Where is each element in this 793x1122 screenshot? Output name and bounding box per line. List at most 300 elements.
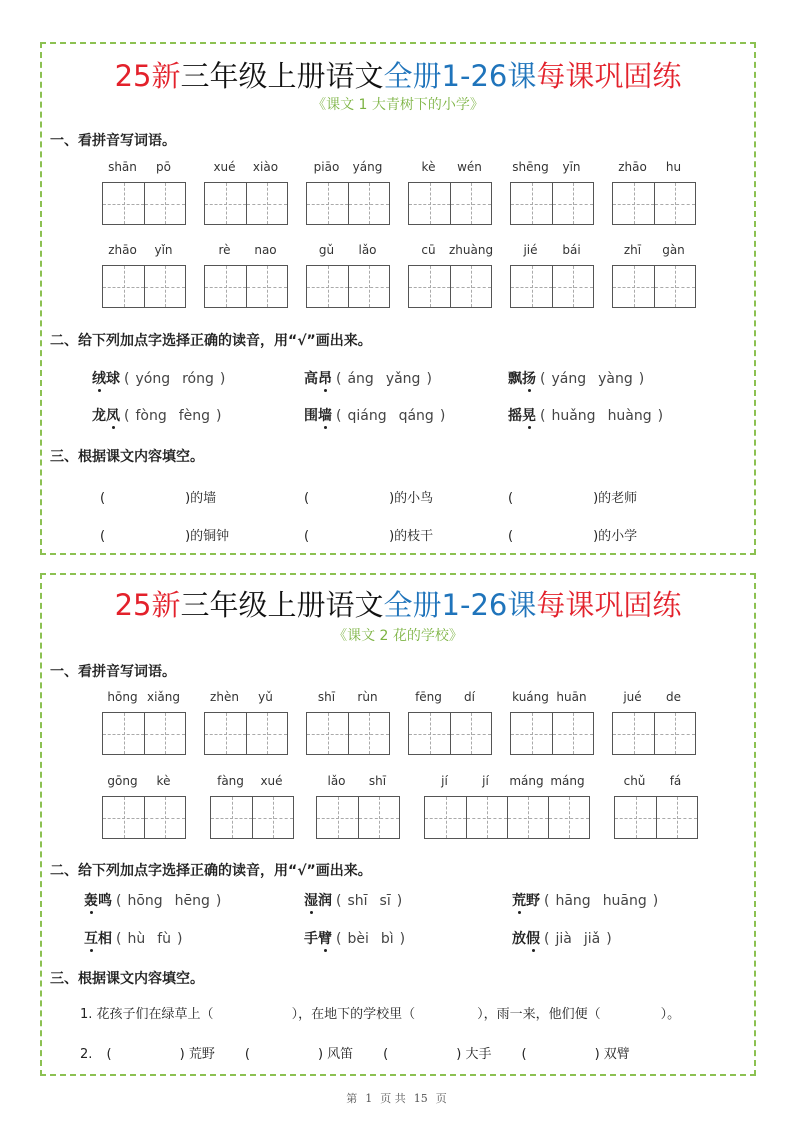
dotted-character: 互 bbox=[84, 928, 98, 948]
tianzige-cells bbox=[204, 265, 288, 308]
pinyin-syllable: yīn bbox=[562, 160, 581, 174]
pinyin-labels bbox=[408, 690, 490, 704]
pinyin-syllable: hōng bbox=[107, 690, 138, 704]
pinyin-labels bbox=[102, 243, 184, 257]
writing-cell[interactable] bbox=[507, 797, 548, 838]
writing-cell[interactable] bbox=[409, 713, 450, 754]
pronunciation-item bbox=[508, 368, 644, 388]
dotted-character: 轰 bbox=[84, 890, 98, 910]
pinyin-syllable: chǔ bbox=[623, 774, 646, 788]
character: 摇 bbox=[508, 408, 522, 424]
pinyin-labels bbox=[210, 774, 292, 788]
pinyin-option[interactable]: fù bbox=[157, 931, 172, 947]
paren: ) bbox=[179, 1047, 189, 1062]
fill-item bbox=[245, 1047, 353, 1062]
pinyin-options: ( shī sī ) bbox=[336, 893, 403, 909]
fill-suffix: 双臂 bbox=[603, 1047, 630, 1062]
pinyin-option[interactable]: hēng bbox=[174, 893, 210, 909]
pinyin-labels bbox=[102, 160, 184, 174]
pinyin-option[interactable]: hāng bbox=[555, 893, 591, 909]
pinyin-options: ( hù fù ) bbox=[116, 931, 183, 947]
tianzige-cells bbox=[510, 182, 594, 225]
pinyin-syllable: jí bbox=[482, 774, 489, 788]
fill-suffix: 的小学 bbox=[598, 529, 638, 544]
paren: ) bbox=[389, 529, 395, 544]
pinyin-syllable: kè bbox=[156, 774, 171, 788]
word bbox=[84, 893, 112, 909]
writing-cell[interactable] bbox=[511, 183, 552, 224]
pinyin-syllable: xiào bbox=[252, 160, 279, 174]
tianzige-cells bbox=[424, 796, 590, 839]
fill-item bbox=[100, 525, 229, 544]
question-number: 2. bbox=[80, 1047, 93, 1062]
writing-cell[interactable] bbox=[103, 797, 144, 838]
character: 球 bbox=[106, 371, 120, 387]
pinyin-labels bbox=[612, 243, 694, 257]
pinyin-syllable: dí bbox=[464, 690, 475, 704]
tianzige-cells bbox=[102, 182, 186, 225]
tianzige-cells bbox=[102, 712, 186, 755]
lesson-1-card bbox=[40, 42, 756, 555]
character: 飘 bbox=[508, 371, 522, 387]
paren: ) bbox=[389, 491, 395, 506]
pronunciation-item bbox=[508, 405, 663, 425]
writing-cell[interactable] bbox=[348, 713, 389, 754]
writing-cell[interactable] bbox=[103, 266, 144, 307]
writing-cell[interactable] bbox=[307, 183, 348, 224]
pinyin-syllable: xiǎng bbox=[146, 690, 180, 704]
writing-cell[interactable] bbox=[409, 183, 450, 224]
question-text: ）。 bbox=[660, 1007, 681, 1022]
tianzige-cells bbox=[614, 796, 698, 839]
writing-cell[interactable] bbox=[615, 797, 656, 838]
pinyin-labels bbox=[614, 774, 696, 788]
pinyin-syllable: pō bbox=[156, 160, 171, 174]
writing-cell[interactable] bbox=[205, 713, 246, 754]
pinyin-options: ( hōng hēng ) bbox=[116, 893, 222, 909]
pinyin-syllable: rè bbox=[218, 243, 231, 257]
pinyin-option[interactable]: fòng bbox=[135, 408, 167, 424]
tianzige-cells bbox=[408, 712, 492, 755]
writing-cell[interactable] bbox=[450, 183, 491, 224]
pinyin-syllable: wén bbox=[457, 160, 482, 174]
character: 野 bbox=[526, 893, 540, 909]
paren: ) bbox=[593, 491, 599, 506]
pinyin-labels bbox=[204, 690, 286, 704]
pronunciation-item bbox=[92, 405, 222, 425]
tianzige-cells bbox=[204, 712, 288, 755]
pinyin-options: ( bèi bì ) bbox=[336, 931, 406, 947]
fill-suffix: 的枝干 bbox=[394, 529, 434, 544]
writing-cell[interactable] bbox=[548, 797, 589, 838]
pinyin-options: ( jià jiǎ ) bbox=[544, 931, 612, 947]
fill-suffix: 的墙 bbox=[190, 491, 217, 506]
pinyin-syllable: gōng bbox=[107, 774, 138, 788]
title-part: 每课巩固练 bbox=[536, 588, 682, 622]
dotted-character: 假 bbox=[526, 928, 540, 948]
pinyin-syllable: shēng bbox=[512, 160, 549, 174]
character: 鸣 bbox=[98, 893, 112, 909]
pinyin-labels bbox=[204, 160, 286, 174]
dotted-character: 昂 bbox=[318, 368, 332, 388]
pinyin-option[interactable]: hù bbox=[127, 931, 146, 947]
pinyin-option[interactable]: sī bbox=[379, 893, 391, 909]
paren: ) bbox=[317, 1047, 328, 1062]
fill-suffix: 的老师 bbox=[598, 491, 638, 506]
fill-item bbox=[304, 487, 433, 506]
dotted-character: 湿 bbox=[304, 890, 318, 910]
title-part: 全册1-26课 bbox=[383, 59, 537, 93]
pinyin-syllable: zhèn bbox=[210, 690, 239, 704]
tianzige-cells bbox=[612, 712, 696, 755]
pinyin-options: ( yóng róng ) bbox=[124, 371, 226, 387]
character: 放 bbox=[512, 931, 526, 947]
pronunciation-item bbox=[84, 928, 183, 948]
fill-item bbox=[508, 525, 637, 544]
pinyin-options: ( yáng yàng ) bbox=[540, 371, 645, 387]
writing-cell[interactable] bbox=[552, 266, 593, 307]
writing-cell[interactable] bbox=[307, 713, 348, 754]
tianzige-cells bbox=[510, 265, 594, 308]
section-heading-pinyin: 一、看拼音写词语。 bbox=[50, 133, 176, 149]
word bbox=[508, 371, 536, 387]
worksheet-title bbox=[42, 54, 754, 95]
pinyin-option[interactable]: huàng bbox=[607, 408, 652, 424]
pinyin-syllable: fá bbox=[669, 774, 682, 788]
fill-suffix: 大手 bbox=[465, 1047, 492, 1062]
section-heading-pinyin: 一、看拼音写词语。 bbox=[50, 664, 176, 680]
section-heading-pronunciation: 二、给下列加点字选择正确的读音，用“√”画出来。 bbox=[50, 333, 372, 349]
pinyin-syllable: fēng bbox=[415, 690, 442, 704]
writing-cell[interactable] bbox=[511, 266, 552, 307]
pinyin-syllable: kuáng bbox=[512, 690, 549, 704]
worksheet-title bbox=[42, 583, 754, 624]
pinyin-options: ( áng yǎng ) bbox=[336, 371, 432, 387]
writing-cell[interactable] bbox=[613, 266, 654, 307]
writing-cell[interactable] bbox=[654, 183, 695, 224]
pronunciation-item bbox=[512, 928, 612, 948]
fill-item bbox=[100, 487, 216, 506]
title-part: 25新 bbox=[114, 588, 181, 622]
word bbox=[512, 931, 540, 947]
pinyin-syllable: nao bbox=[254, 243, 277, 257]
writing-cell[interactable] bbox=[317, 797, 358, 838]
pronunciation-item bbox=[304, 890, 402, 910]
pronunciation-item bbox=[84, 890, 221, 910]
writing-cell[interactable] bbox=[466, 797, 507, 838]
section-heading-fill: 三、根据课文内容填空。 bbox=[50, 449, 204, 465]
fill-question-2 bbox=[80, 1043, 630, 1062]
writing-cell[interactable] bbox=[409, 266, 450, 307]
pinyin-syllable: lǎo bbox=[327, 774, 346, 788]
pinyin-syllable: yǐn bbox=[154, 243, 173, 257]
pinyin-labels bbox=[510, 243, 592, 257]
paren: ( bbox=[100, 529, 106, 544]
pinyin-labels bbox=[612, 690, 694, 704]
writing-cell[interactable] bbox=[348, 183, 389, 224]
fill-item bbox=[304, 525, 433, 544]
tianzige-cells bbox=[102, 796, 186, 839]
word bbox=[304, 408, 332, 424]
fill-suffix: 风笛 bbox=[327, 1047, 354, 1062]
pinyin-option[interactable]: bèi bbox=[347, 931, 369, 947]
paren: ( bbox=[106, 1047, 112, 1062]
writing-cell[interactable] bbox=[205, 266, 246, 307]
writing-cell[interactable] bbox=[144, 713, 185, 754]
pinyin-labels bbox=[306, 160, 388, 174]
tianzige-cells bbox=[306, 182, 390, 225]
pinyin-option[interactable]: huāng bbox=[602, 893, 647, 909]
dotted-character: 扬 bbox=[522, 368, 536, 388]
pinyin-option[interactable]: róng bbox=[182, 371, 214, 387]
tianzige-cells bbox=[408, 265, 492, 308]
pronunciation-item bbox=[92, 368, 225, 388]
fill-item bbox=[521, 1047, 629, 1062]
tianzige-cells bbox=[210, 796, 294, 839]
pronunciation-item bbox=[304, 405, 445, 425]
question-text: ），在地下的学校里（ bbox=[291, 1007, 416, 1022]
writing-cell[interactable] bbox=[103, 183, 144, 224]
title-part: 全册1-26课 bbox=[383, 588, 537, 622]
writing-cell[interactable] bbox=[246, 183, 287, 224]
character: 手 bbox=[304, 931, 318, 947]
pinyin-syllable: huān bbox=[556, 690, 587, 704]
writing-cell[interactable] bbox=[450, 713, 491, 754]
fill-suffix: 的铜钟 bbox=[190, 529, 230, 544]
title-part: 三年级上册语文 bbox=[180, 59, 384, 93]
pronunciation-item bbox=[304, 928, 405, 948]
writing-cell[interactable] bbox=[552, 713, 593, 754]
pinyin-option[interactable]: yǎng bbox=[385, 371, 421, 387]
character: 围 bbox=[304, 408, 318, 424]
total-pages: 15 bbox=[413, 1092, 428, 1105]
pinyin-option[interactable]: fèng bbox=[178, 408, 211, 424]
pinyin-options: ( fòng fèng ) bbox=[124, 408, 222, 424]
footer-text: 第 bbox=[346, 1092, 358, 1105]
pinyin-syllable: zhuàng bbox=[449, 243, 494, 257]
dotted-character: 墙 bbox=[318, 405, 332, 425]
section-heading-pronunciation: 二、给下列加点字选择正确的读音，用“√”画出来。 bbox=[50, 863, 372, 879]
pinyin-option[interactable]: yáng bbox=[551, 371, 587, 387]
question-text: 花孩子们在绿草上（ bbox=[96, 1007, 214, 1022]
pinyin-labels bbox=[316, 774, 398, 788]
writing-cell[interactable] bbox=[450, 266, 491, 307]
paren: ) bbox=[593, 529, 599, 544]
pinyin-option[interactable]: hōng bbox=[127, 893, 163, 909]
fill-question-1 bbox=[80, 1003, 680, 1022]
writing-cell[interactable] bbox=[613, 713, 654, 754]
paren: ) bbox=[456, 1047, 466, 1062]
title-part: 每课巩固练 bbox=[536, 59, 682, 93]
tianzige-cells bbox=[316, 796, 400, 839]
paren: ( bbox=[304, 491, 310, 506]
pinyin-options: ( huǎng huàng ) bbox=[540, 408, 664, 424]
pinyin-syllable: hu bbox=[665, 160, 682, 174]
dotted-character: 晃 bbox=[522, 405, 536, 425]
writing-cell[interactable] bbox=[103, 713, 144, 754]
paren: ) bbox=[594, 1047, 604, 1062]
pinyin-option[interactable]: jià bbox=[555, 931, 572, 947]
pinyin-syllable: shī bbox=[368, 774, 387, 788]
pinyin-option[interactable]: qiáng bbox=[347, 408, 387, 424]
page-footer bbox=[0, 1090, 793, 1106]
character: 相 bbox=[98, 931, 112, 947]
pinyin-syllable: zhāo bbox=[108, 243, 137, 257]
pinyin-option[interactable]: shī bbox=[347, 893, 368, 909]
writing-cell[interactable] bbox=[144, 797, 185, 838]
pinyin-syllable: xué bbox=[213, 160, 236, 174]
tianzige-cells bbox=[510, 712, 594, 755]
paren: ( bbox=[304, 529, 310, 544]
pinyin-syllable: shān bbox=[108, 160, 137, 174]
fill-suffix: 荒野 bbox=[188, 1047, 215, 1062]
section-heading-fill: 三、根据课文内容填空。 bbox=[50, 971, 204, 987]
word bbox=[304, 931, 332, 947]
dotted-character: 臂 bbox=[318, 928, 332, 948]
paren: ( bbox=[383, 1047, 389, 1062]
pinyin-syllable: máng bbox=[550, 774, 585, 788]
tianzige-cells bbox=[612, 182, 696, 225]
dotted-character: 凤 bbox=[106, 405, 120, 425]
pinyin-syllable: fàng bbox=[217, 774, 244, 788]
fill-item bbox=[383, 1047, 491, 1062]
pinyin-labels bbox=[204, 243, 286, 257]
pinyin-syllable: zhāo bbox=[618, 160, 647, 174]
pinyin-syllable: lǎo bbox=[358, 243, 377, 257]
tianzige-cells bbox=[612, 265, 696, 308]
paren: ( bbox=[508, 529, 514, 544]
pinyin-syllable: rùn bbox=[357, 690, 378, 704]
fill-item bbox=[107, 1047, 215, 1062]
word bbox=[92, 371, 120, 387]
writing-cell[interactable] bbox=[511, 713, 552, 754]
title-part: 25新 bbox=[114, 59, 181, 93]
pinyin-syllable: de bbox=[666, 690, 681, 704]
writing-cell[interactable] bbox=[246, 713, 287, 754]
paren: ( bbox=[521, 1047, 527, 1062]
pinyin-labels bbox=[306, 243, 388, 257]
pinyin-labels bbox=[102, 690, 184, 704]
pinyin-syllable: máng bbox=[509, 774, 544, 788]
pinyin-options: ( qiáng qáng ) bbox=[336, 408, 446, 424]
pinyin-option[interactable]: qáng bbox=[398, 408, 434, 424]
pinyin-syllable: piāo bbox=[313, 160, 340, 174]
pinyin-labels bbox=[408, 160, 490, 174]
question-text: ），雨一来，他们便（ bbox=[477, 1007, 601, 1022]
pinyin-labels bbox=[424, 774, 588, 788]
fill-suffix: 的小鸟 bbox=[394, 491, 434, 506]
pinyin-options: ( hāng huāng ) bbox=[544, 893, 659, 909]
current-page: 1 bbox=[365, 1092, 373, 1105]
tianzige-cells bbox=[306, 712, 390, 755]
pinyin-syllable: bái bbox=[562, 243, 581, 257]
pinyin-syllable: yǔ bbox=[258, 690, 273, 704]
paren: ( bbox=[508, 491, 514, 506]
dotted-character: 绒 bbox=[92, 368, 106, 388]
lesson-subtitle: 《课文 1 大青树下的小学》 bbox=[312, 97, 484, 113]
writing-cell[interactable] bbox=[613, 183, 654, 224]
pinyin-syllable: shī bbox=[317, 690, 336, 704]
pinyin-labels bbox=[306, 690, 388, 704]
writing-cell[interactable] bbox=[205, 183, 246, 224]
pronunciation-item bbox=[512, 890, 658, 910]
writing-cell[interactable] bbox=[348, 266, 389, 307]
question-number: 1. bbox=[80, 1007, 93, 1022]
pinyin-labels bbox=[510, 690, 592, 704]
pinyin-option[interactable]: huǎng bbox=[551, 408, 596, 424]
pinyin-syllable: gǔ bbox=[318, 243, 335, 257]
writing-cell[interactable] bbox=[425, 797, 466, 838]
tianzige-cells bbox=[102, 265, 186, 308]
footer-text: 页 bbox=[435, 1092, 447, 1105]
writing-cell[interactable] bbox=[654, 713, 695, 754]
lesson-subtitle: 《课文 2 花的学校》 bbox=[333, 628, 463, 644]
writing-cell[interactable] bbox=[211, 797, 252, 838]
tianzige-cells bbox=[204, 182, 288, 225]
tianzige-cells bbox=[408, 182, 492, 225]
lesson-2-card bbox=[40, 573, 756, 1076]
writing-cell[interactable] bbox=[358, 797, 399, 838]
pinyin-syllable: jí bbox=[441, 774, 448, 788]
pinyin-option[interactable]: jiǎ bbox=[583, 931, 601, 947]
paren: ) bbox=[185, 491, 191, 506]
character: 龙 bbox=[92, 408, 106, 424]
pinyin-syllable: yáng bbox=[352, 160, 383, 174]
fill-item bbox=[508, 487, 637, 506]
pinyin-option[interactable]: bì bbox=[380, 931, 394, 947]
pinyin-option[interactable]: yàng bbox=[598, 371, 633, 387]
tianzige-cells bbox=[306, 265, 390, 308]
pinyin-syllable: cū bbox=[421, 243, 436, 257]
pinyin-syllable: gàn bbox=[662, 243, 685, 257]
word bbox=[304, 893, 332, 909]
pinyin-labels bbox=[612, 160, 694, 174]
pinyin-labels bbox=[102, 774, 184, 788]
writing-cell[interactable] bbox=[307, 266, 348, 307]
writing-cell[interactable] bbox=[252, 797, 293, 838]
title-part: 三年级上册语文 bbox=[180, 588, 384, 622]
pinyin-syllable: xué bbox=[260, 774, 283, 788]
pinyin-syllable: jié bbox=[523, 243, 538, 257]
pinyin-labels bbox=[510, 160, 592, 174]
word bbox=[304, 371, 332, 387]
writing-cell[interactable] bbox=[552, 183, 593, 224]
pinyin-option[interactable]: áng bbox=[347, 371, 374, 387]
writing-cell[interactable] bbox=[656, 797, 697, 838]
pronunciation-item bbox=[304, 368, 432, 388]
paren: ( bbox=[244, 1047, 250, 1062]
writing-cell[interactable] bbox=[654, 266, 695, 307]
dotted-character: 荒 bbox=[512, 890, 526, 910]
writing-cell[interactable] bbox=[144, 183, 185, 224]
pinyin-syllable: kè bbox=[421, 160, 436, 174]
footer-text: 页 共 bbox=[380, 1092, 406, 1105]
word bbox=[512, 893, 540, 909]
pinyin-option[interactable]: yóng bbox=[135, 371, 171, 387]
pinyin-syllable: jué bbox=[623, 690, 642, 704]
character: 润 bbox=[318, 893, 332, 909]
paren: ) bbox=[185, 529, 191, 544]
writing-cell[interactable] bbox=[144, 266, 185, 307]
pinyin-syllable: zhī bbox=[623, 243, 642, 257]
writing-cell[interactable] bbox=[246, 266, 287, 307]
word bbox=[508, 408, 536, 424]
character: 高 bbox=[304, 371, 318, 387]
pinyin-labels bbox=[408, 243, 494, 257]
word bbox=[92, 408, 120, 424]
word bbox=[84, 931, 112, 947]
paren: ( bbox=[100, 491, 106, 506]
